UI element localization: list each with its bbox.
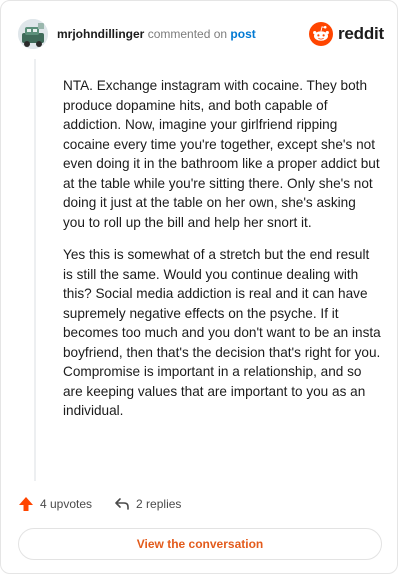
upvote-count: 4 upvotes	[40, 497, 93, 511]
upvote-arrow-icon	[18, 496, 34, 512]
upvote-button[interactable]	[18, 496, 92, 512]
replies-count: 2 replies	[136, 497, 182, 511]
thread-line	[34, 59, 36, 481]
comment-meta	[57, 27, 256, 41]
action-text: commented on	[147, 27, 228, 41]
comment-paragraph: Yes this is somewhat of a stretch but the end result is still the same. Would you continue dealing with this? Social media addiction is real and it can have supremely negative effects on the psyche. If it becomes too much and you don't want to be an insta boyfriend, then that's the decision that's right for you. Compromise is important in a relationship, and so are keeping values that are important to you as an individual.	[63, 247, 381, 418]
avatar-icon[interactable]	[18, 19, 48, 49]
comment-paragraph: NTA. Exchange instagram with cocaine. They both produce dopamine hits, and both capable of addiction. Now, imagine your girlfriend ripping cocaine every time you're together, except she's not even doing it in the bathroom like a proper addict but at the table while you're sitting there. Only she's not doing it just at the table on her own, she's asking you to roll up the bill and help her snort it.	[63, 78, 380, 230]
logo-text: reddit	[337, 24, 384, 43]
username-link[interactable]: mrjohndillinger	[57, 27, 145, 41]
reply-arrow-icon	[114, 496, 130, 512]
comment-actions	[18, 494, 203, 514]
comment-body	[63, 76, 381, 434]
replies-button[interactable]	[114, 496, 181, 512]
comment-header	[18, 19, 384, 49]
reddit-logo[interactable]	[309, 19, 384, 49]
reddit-snoo-icon	[309, 22, 333, 46]
post-link[interactable]: post	[230, 27, 256, 41]
view-conversation-button[interactable]: View the conversation	[18, 528, 382, 560]
